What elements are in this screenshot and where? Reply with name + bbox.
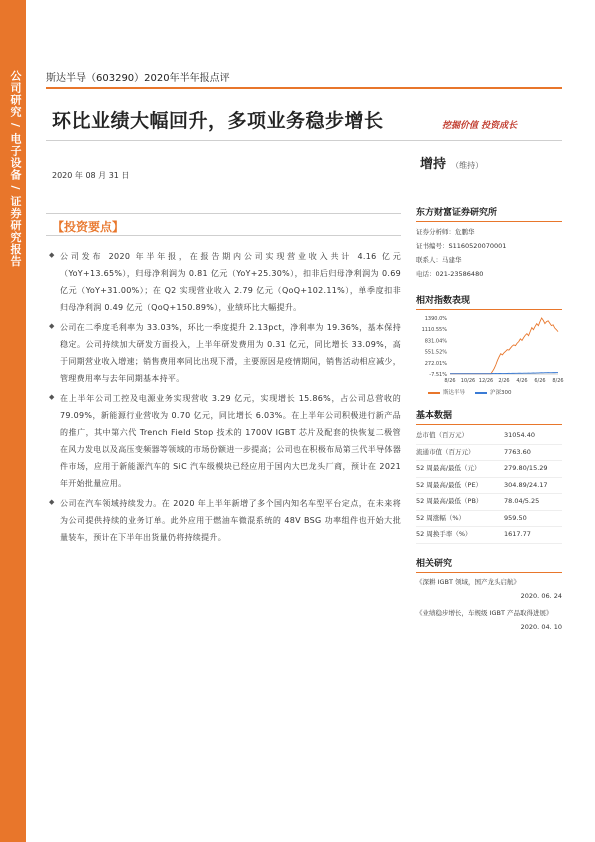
- series-line: [450, 318, 558, 374]
- phone-line: 电话：021-23586480: [416, 270, 484, 278]
- related-research-section: [416, 556, 562, 634]
- row-value: 78.04/5.25: [504, 497, 540, 505]
- legend-item: [428, 388, 465, 396]
- bullet-item: [46, 495, 401, 546]
- certificate-line: 证书编号：S1160520070001: [416, 242, 507, 250]
- legend-swatch: [475, 392, 487, 394]
- row-value: 304.89/24.17: [504, 480, 548, 489]
- rating-block: [420, 153, 483, 172]
- row-key: 流通市值（百万元）: [416, 447, 475, 456]
- bullet-item: [46, 390, 401, 492]
- row-key: 52 周最高/最低（元）: [416, 464, 481, 472]
- row-value: 279.80/15.29: [504, 464, 548, 472]
- legend-item: [475, 388, 512, 396]
- diamond-bullet-icon: ◆: [49, 322, 55, 330]
- series-line: [450, 373, 558, 374]
- bullet-text: 公司在二季度毛利率为 33.03%，环比一季度提升 2.13pct，净利率为 19.36%，基本保持稳定。公司持续加大研发方面投入，上半年研发费用为 0.31 亿元，同比增长 33.09%，高于同期营业收入增速；销售费用率同比出现下滑，主要原因是疫情期间，销售活动相应减少，管理费用率与去年同期基本持平。: [60, 323, 401, 383]
- row-value: 31054.40: [504, 431, 536, 439]
- legend-label: 沪深300: [490, 390, 512, 396]
- row-key: 52 周最高/最低（PE）: [416, 480, 483, 489]
- relative-index-heading: 相对指数表现: [416, 293, 562, 310]
- bullet-item: [46, 248, 401, 316]
- basic-data-heading: 基本数据: [416, 408, 562, 425]
- x-tick-label: 12/26: [478, 378, 494, 384]
- related-research-heading: 相关研究: [416, 556, 562, 573]
- research-date: 2020. 04. 10: [520, 622, 562, 631]
- row-value: 7763.60: [504, 447, 531, 456]
- row-key: 总市值（百万元）: [416, 431, 468, 439]
- y-tick-label: 1390.0%: [424, 316, 447, 322]
- row-key: 52 周最高/最低（PB）: [416, 497, 483, 505]
- research-date: 2020. 06. 24: [520, 591, 562, 600]
- table-row: [416, 461, 562, 478]
- legend-label: 斯达半导: [443, 390, 466, 396]
- row-value: 1617.77: [504, 530, 531, 538]
- title-divider: [46, 140, 562, 141]
- row-value: 959.50: [504, 513, 527, 522]
- x-tick-label: 8/26: [552, 378, 564, 384]
- rating-note: （维持）: [451, 161, 484, 170]
- research-link[interactable]: 《深耕 IGBT 领域，国产龙头启航》: [416, 577, 521, 586]
- research-link[interactable]: 《业绩稳步增长，车规级 IGBT 产品取得进展》: [416, 608, 553, 617]
- bullet-text: 在上半年公司工控及电源业务实现营收 3.29 亿元，实现增长 15.86%，占公司总营收的 79.09%，新能源行业营收为 0.70 亿元，同比增长 6.03%。在上半年公司积极进行新产品的推广，其中第六代 Trench Field Stop 技术的 1700V IGBT 芯片及配套的快恢复二极管在风力发电以及高压变频器等领域的市场份额进一步提高；公司也在积极布局第三代半导体器件市场，应用于新能源汽车的 SiC 汽车级模块已经应用于国内大巴龙头厂商，预计在 2021 年开始批量应用。: [60, 394, 401, 488]
- contact-line: 联系人：马建华: [416, 256, 462, 264]
- bullet-text: 公司在汽车领域持续发力。在 2020 年上半年新增了多个国内知名车型平台定点，在未来将为公司提供持续的业务订单。此外应用于燃油车微混系统的 48V BSG 功率组件也开始大批量装车，预计在下半年出货量仍将持续提升。: [60, 499, 401, 542]
- side-band: [0, 0, 26, 842]
- investment-heading: [46, 213, 401, 236]
- header-divider: [46, 87, 562, 89]
- investment-heading-text: 【投资要点】: [52, 220, 125, 234]
- x-tick-label: 8/26: [444, 378, 456, 384]
- basic-data-section: [416, 408, 562, 544]
- diamond-bullet-icon: ◆: [49, 498, 55, 506]
- diamond-bullet-icon: ◆: [49, 251, 55, 259]
- relative-index-chart: [416, 314, 562, 386]
- table-row: [416, 445, 562, 462]
- page-title: 环比业绩大幅回升，多项业务稳步增长: [52, 110, 384, 132]
- y-tick-label: 551.52%: [424, 349, 447, 356]
- table-row: [416, 494, 562, 511]
- x-tick-label: 10/26: [460, 378, 476, 384]
- y-tick-label: -7.51%: [429, 372, 447, 378]
- slogan: 挖掘价值 投资成长: [442, 121, 518, 131]
- table-row: [416, 527, 562, 544]
- y-tick-label: 831.04%: [424, 338, 447, 345]
- table-row: [416, 428, 562, 445]
- diamond-bullet-icon: ◆: [49, 393, 55, 401]
- right-column: [416, 205, 562, 638]
- x-tick-label: 2/26: [498, 378, 510, 384]
- y-tick-label: 272.01%: [424, 360, 447, 367]
- table-row: [416, 478, 562, 495]
- investment-section: [46, 213, 401, 549]
- table-row: [416, 511, 562, 528]
- analyst-line: 证券分析师：危鹏华: [416, 228, 475, 236]
- x-tick-label: 6/26: [534, 378, 546, 384]
- legend-swatch: [428, 392, 440, 394]
- institute-heading: 东方财富证券研究所: [416, 205, 562, 222]
- chart-legend: [416, 388, 562, 396]
- y-tick-label: 1110.55%: [421, 327, 447, 334]
- side-band-text: 公司研究 / 电子设备 / 证券研究报告: [9, 70, 22, 268]
- relative-index-section: [416, 293, 562, 396]
- bullet-item: [46, 319, 401, 387]
- rating-label: 增持: [420, 157, 447, 172]
- bullet-text: 公司发布 2020 年半年报，在报告期内公司实现营业收入共计 4.16 亿元（YoY+13.65%），归母净利润为 0.81 亿元（YoY+25.30%），扣非后归母净利润为 0.69 亿元（YoY+31.00%）；在 Q2 实现营业收入 2.79 亿元（QoQ+102.11%），单季度扣非归母净利润 0.49 亿元（QoQ+150.89%），业绩环比大幅提升。: [60, 252, 401, 312]
- report-date: 2020 年 08 月 31 日: [52, 171, 130, 180]
- row-key: 52 周涨幅（%）: [416, 513, 466, 522]
- report-header-title: 斯达半导（603290）2020年半年报点评: [46, 73, 230, 84]
- x-tick-label: 4/26: [516, 378, 528, 384]
- row-key: 52 周换手率（%）: [416, 530, 472, 538]
